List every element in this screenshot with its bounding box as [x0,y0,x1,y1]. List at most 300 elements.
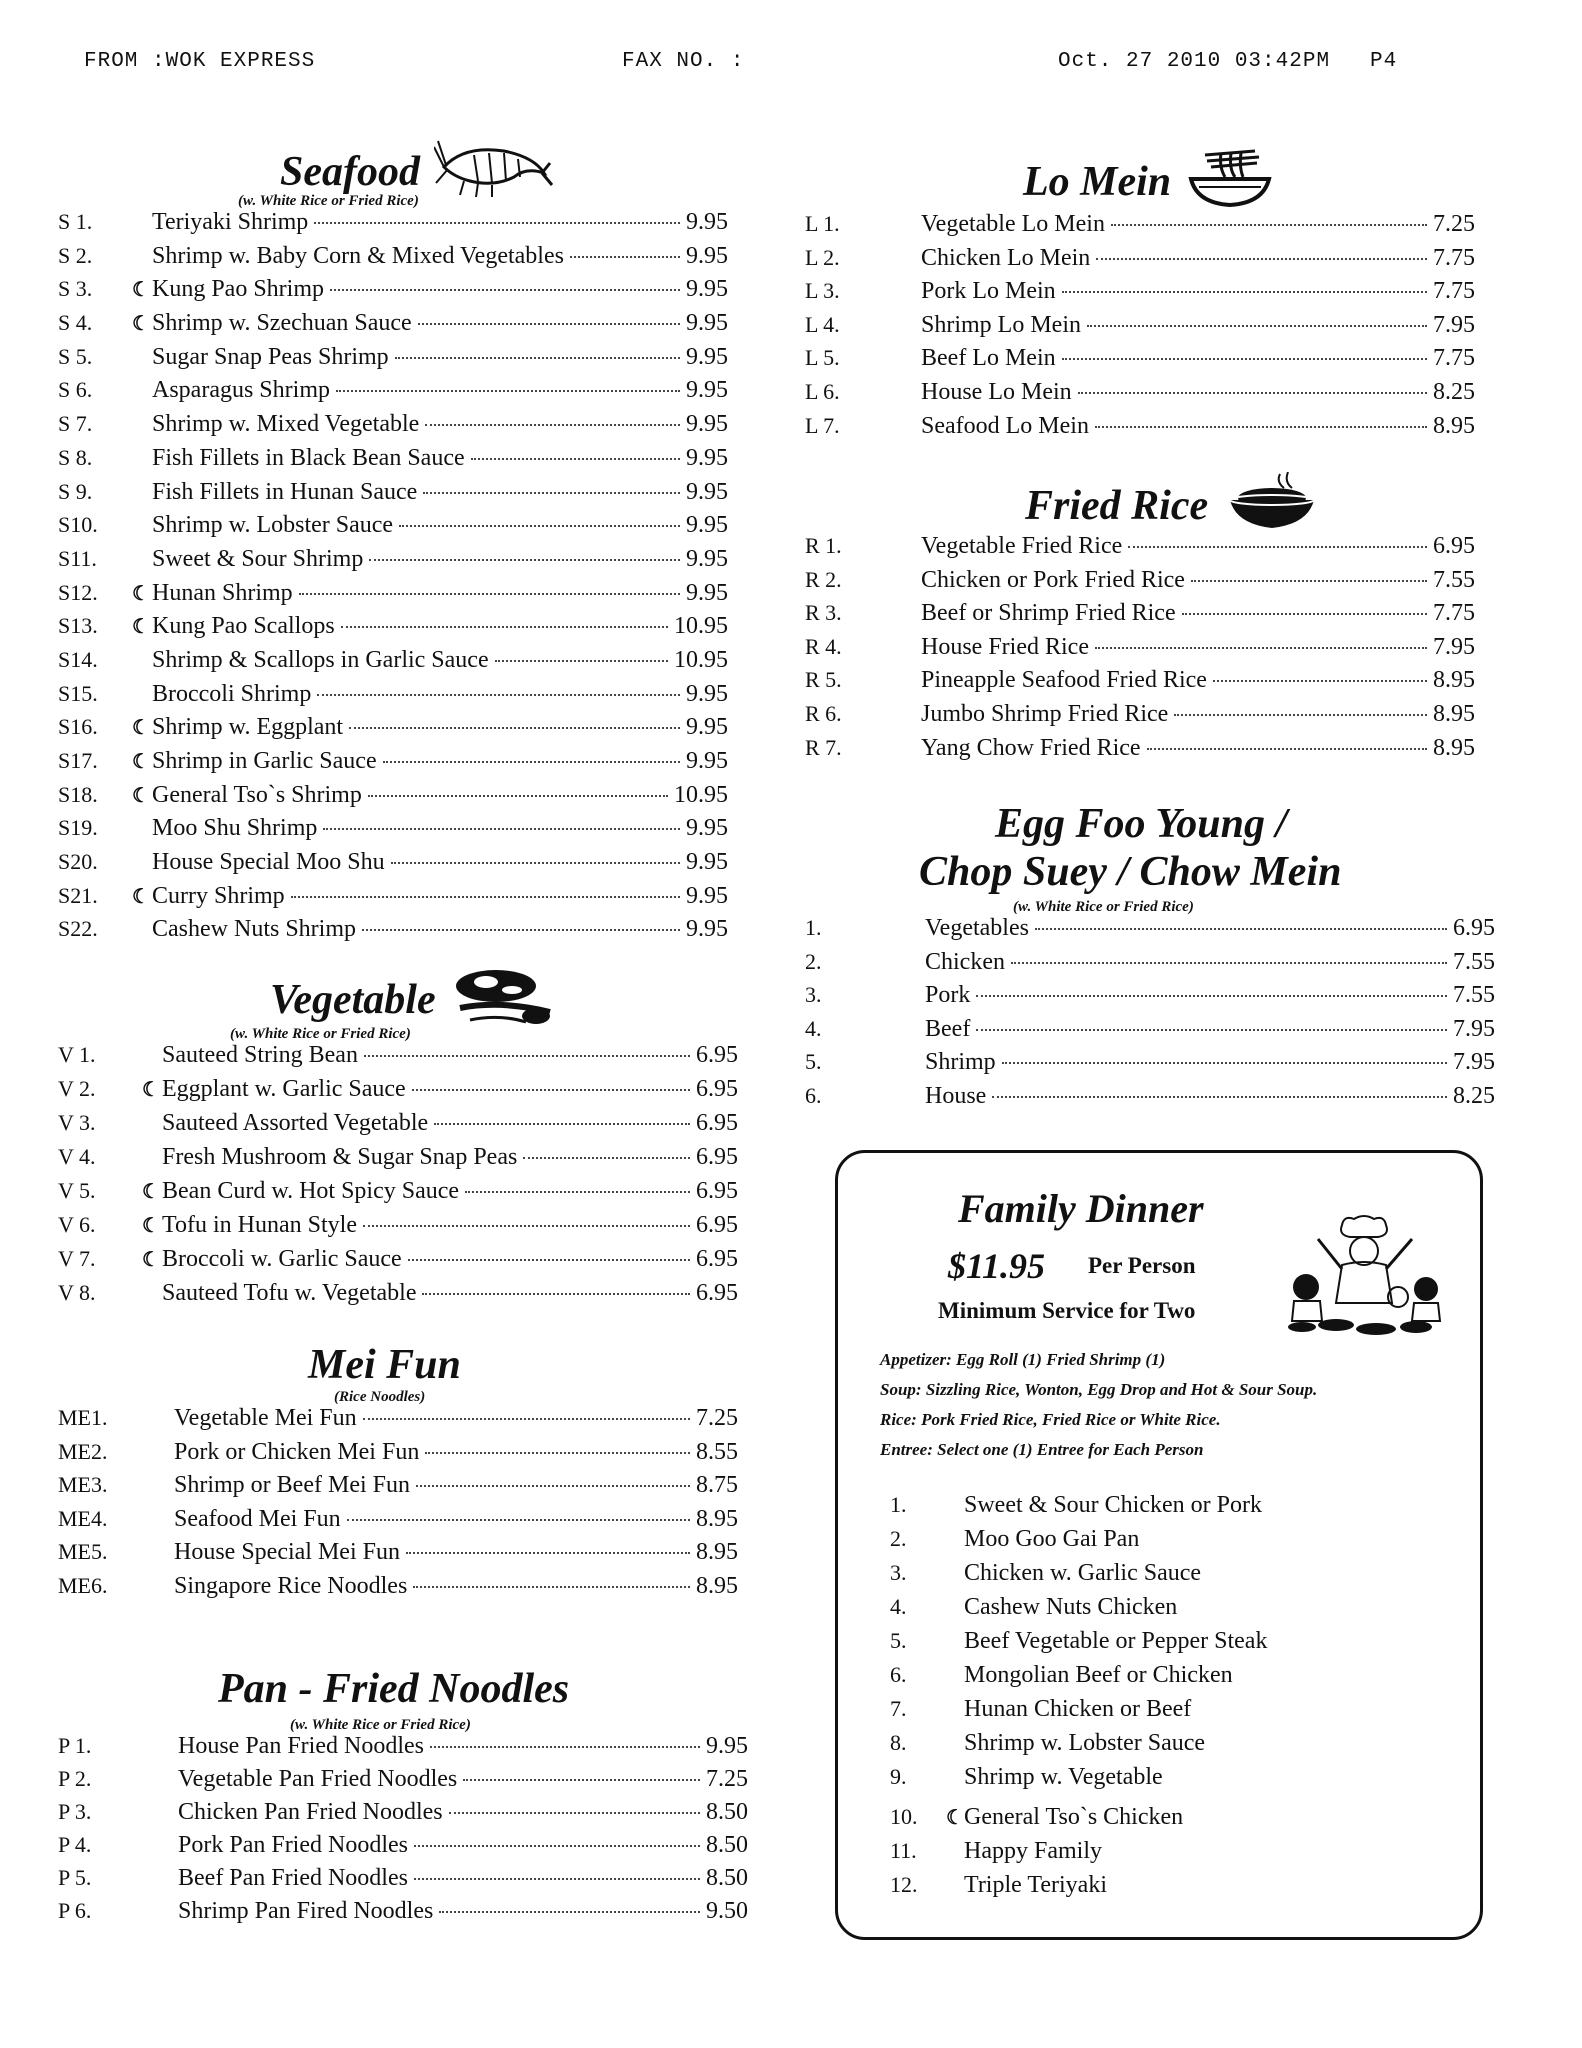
dot-leader [399,525,680,527]
item-price: 9.95 [686,579,728,606]
item-code: R 3. [805,600,842,626]
item-name: Mongolian Beef or Chicken [964,1662,1233,1688]
item-price: 9.95 [686,310,728,337]
item-name: Fish Fillets in Black Bean Sauce [152,444,465,471]
item-code: L 4. [805,311,840,337]
item-code: R 4. [805,633,842,659]
item-name: Hunan Chicken or Beef [964,1696,1192,1722]
item-code: L 5. [805,345,840,371]
seafood-list [58,210,728,951]
item-price: 8.95 [1433,667,1475,694]
seafood-subtitle: (w. White Rice or Fried Rice) [238,193,419,209]
dot-leader [1096,258,1427,260]
item-price: 7.55 [1453,948,1495,975]
item-price: 9.95 [686,714,728,741]
entree-item [890,1629,1450,1663]
item-name: Sauteed Tofu w. Vegetable [162,1280,417,1306]
dot-leader [412,1089,690,1091]
menu-item [58,1440,738,1474]
dot-leader [976,1029,1447,1031]
dot-leader [992,1096,1447,1098]
dot-leader [369,559,680,561]
item-name: Shrimp w. Szechuan Sauce [152,310,412,337]
menu-item [58,345,728,379]
item-price: 9.95 [686,209,728,235]
family-dinner-list [890,1493,1450,1907]
menu-item [58,311,728,345]
item-price: 10.95 [674,646,728,673]
hot-pepper-icon: ☾ [132,784,150,807]
item-name: Sauteed Assorted Vegetable [162,1110,429,1136]
item-price: 10.95 [674,781,728,808]
item-price: 9.95 [686,478,728,505]
menu-item [58,648,728,682]
menu-item [58,244,728,278]
dot-leader [1095,647,1427,649]
fax-header [0,50,1582,84]
item-price: 8.95 [1433,412,1475,439]
lo-mein-section [805,152,1495,447]
dot-leader [299,593,680,595]
dot-leader [1147,748,1427,750]
item-code: S 7. [58,411,93,437]
item-code: ME1. [58,1405,108,1430]
item-name: Vegetable Pan Fried Noodles [178,1766,458,1792]
dot-leader [422,1293,690,1295]
menu-item [805,414,1475,448]
menu-item [805,1017,1495,1051]
item-price: 7.75 [1433,345,1475,372]
item-price: 6.95 [696,1178,738,1204]
dot-leader [1011,962,1447,964]
item-code: R 5. [805,667,842,693]
dot-leader [1078,392,1427,394]
item-price: 8.75 [696,1472,738,1498]
entree-item [890,1561,1450,1595]
item-price: 6.95 [696,1042,738,1068]
item-code: 11. [890,1838,917,1863]
item-code: 2. [890,1526,907,1551]
mei-fun-list [58,1406,738,1607]
hot-pepper-icon: ☾ [142,1249,160,1271]
lo-mein-list [805,212,1495,447]
dot-leader [1035,928,1447,930]
menu-item [58,480,728,514]
dot-leader [430,1746,700,1748]
item-code: 2. [805,948,822,974]
entree-item [890,1493,1450,1527]
mei-fun-section [58,1342,738,1607]
menu-item [58,783,728,817]
item-name: Tofu in Hunan Style [162,1212,357,1238]
item-name: Jumbo Shrimp Fried Rice [921,700,1169,727]
item-code: S 8. [58,444,93,470]
item-code: P 1. [58,1733,92,1758]
vegetable-icon [450,964,560,1036]
item-price: 7.95 [1433,633,1475,660]
dot-leader [1111,224,1427,226]
item-price: 7.25 [706,1766,748,1792]
dot-leader [523,1157,690,1159]
pan-fried-subtitle: (w. White Rice or Fried Rice) [290,1717,471,1733]
dot-leader [495,660,668,662]
family-dinner-box [835,1150,1483,1940]
item-name: Shrimp [925,1049,996,1076]
dot-leader [414,1878,700,1880]
item-name: Sweet & Sour Shrimp [152,545,364,572]
menu-item [58,1213,738,1247]
menu-item [58,1281,738,1315]
dot-leader [425,1452,690,1454]
item-price: 8.95 [696,1539,738,1565]
item-name: Sauteed String Bean [162,1042,358,1068]
item-name: Shrimp & Scallops in Garlic Sauce [152,646,489,673]
menu-item [805,1050,1495,1084]
item-price: 7.75 [1433,600,1475,627]
item-price: 8.95 [1433,700,1475,727]
egg-foo-list [805,916,1495,1118]
item-name: Asparagus Shrimp [152,377,330,404]
item-name: Beef Pan Fried Noodles [178,1865,408,1891]
menu-item [805,279,1475,313]
dot-leader [471,458,680,460]
item-price: 6.95 [696,1076,738,1102]
chef-family-icon [1266,1213,1456,1348]
item-code: S 2. [58,242,93,268]
item-code: P 3. [58,1799,92,1824]
fax-page: P4 [1370,50,1398,73]
hot-pepper-icon: ☾ [132,582,150,605]
menu-item [805,668,1475,702]
item-price: 8.95 [1433,734,1475,761]
item-code: 8. [890,1730,907,1755]
dot-leader [418,323,680,325]
item-code: S13. [58,613,98,639]
item-code: S18. [58,781,98,807]
item-code: P 2. [58,1766,92,1791]
fax-date: Oct. 27 2010 03:42PM [1058,50,1331,73]
dot-leader [330,289,680,291]
dot-leader [323,828,680,830]
item-code: V 1. [58,1042,96,1067]
hot-pepper-icon: ☾ [132,616,150,639]
item-price: 9.95 [686,411,728,438]
item-price: 6.95 [696,1144,738,1170]
dot-leader [414,1845,700,1847]
item-price: 9.95 [686,343,728,370]
shrimp-icon [434,137,554,207]
menu-item [58,277,728,311]
item-code: ME6. [58,1572,108,1598]
item-code: 3. [890,1560,907,1585]
item-name: Broccoli Shrimp [152,680,312,707]
menu-item [58,1767,748,1800]
pan-fried-title: Pan - Fried Noodles [218,1666,570,1712]
menu-item [805,950,1495,984]
menu-item [805,313,1475,347]
item-name: Singapore Rice Noodles [174,1572,408,1599]
item-name: Sweet & Sour Chicken or Pork [964,1492,1262,1518]
rice-bowl-icon [1222,472,1322,540]
menu-item [58,614,728,648]
item-code: 1. [805,915,822,940]
item-price: 9.95 [706,1733,748,1759]
item-name: Happy Family [964,1838,1102,1864]
item-name: Vegetable Lo Mein [921,211,1105,237]
family-dinner-appetizer: Appetizer: Egg Roll (1) Fried Shrimp (1) [880,1350,1166,1369]
egg-foo-subtitle: (w. White Rice or Fried Rice) [1013,899,1194,915]
item-name: Pineapple Seafood Fried Rice [921,667,1207,694]
item-name: House [925,1082,987,1109]
menu-item [58,513,728,547]
item-code: 12. [890,1872,918,1897]
item-code: S 1. [58,209,93,234]
egg-foo-section [805,800,1495,1118]
item-name: Shrimp in Garlic Sauce [152,748,377,774]
item-name: Kung Pao Shrimp [152,276,325,303]
item-name: Shrimp w. Mixed Vegetable [152,411,420,438]
vegetable-subtitle: (w. White Rice or Fried Rice) [230,1026,411,1042]
item-name: Pork [925,982,971,1009]
item-code: V 7. [58,1246,96,1271]
item-price: 8.50 [706,1799,748,1825]
entree-item [890,1839,1450,1873]
dot-leader [363,1418,690,1420]
fried-rice-section [805,478,1495,769]
menu-item [58,884,728,918]
item-name: Chicken Lo Mein [921,244,1091,271]
menu-item [58,581,728,615]
dot-leader [362,929,680,931]
dot-leader [976,995,1447,997]
item-name: Chicken [925,948,1005,975]
entree-item [890,1697,1450,1731]
item-code: 6. [805,1082,822,1108]
item-price: 9.95 [686,377,728,404]
menu-item [58,1800,748,1833]
item-name: House Lo Mein [921,378,1072,405]
vegetable-section [58,975,738,1315]
item-name: Fish Fillets in Hunan Sauce [152,478,418,505]
dot-leader [1087,325,1427,327]
menu-item [805,983,1495,1017]
item-name: Shrimp w. Eggplant [152,714,344,741]
item-code: S12. [58,579,98,605]
menu-item [58,1406,738,1440]
entree-item [890,1731,1450,1765]
dot-leader [1182,613,1427,615]
family-dinner-details [880,1345,1470,1465]
dot-leader [391,862,680,864]
item-price: 7.95 [1453,1015,1495,1042]
item-name: Teriyaki Shrimp [152,209,309,235]
noodle-bowl-icon [1185,147,1275,217]
vegetable-title: Vegetable [58,975,728,1025]
seafood-title: Seafood [58,150,728,194]
menu-item [58,1145,738,1179]
seafood-section [58,150,728,951]
item-price: 7.75 [1433,278,1475,305]
item-code: 3. [805,982,822,1008]
dot-leader [395,357,680,359]
item-code: L 7. [805,412,840,438]
egg-foo-title-1: Egg Foo Young / [995,801,1288,847]
item-price: 9.95 [686,444,728,471]
entree-item [890,1527,1450,1561]
item-price: 6.95 [696,1110,738,1136]
dot-leader [363,1225,690,1227]
menu-item [58,1866,748,1899]
vegetable-list [58,1042,738,1315]
item-code: S21. [58,882,98,908]
item-name: Kung Pao Scallops [152,613,335,640]
item-price: 9.95 [686,680,728,707]
dot-leader [406,1552,690,1554]
item-price: 6.95 [1433,533,1475,559]
item-price: 7.55 [1433,566,1475,593]
item-price: 9.95 [686,849,728,876]
menu-item [58,1111,738,1145]
hot-pepper-icon: ☾ [132,885,150,908]
item-name: Pork Pan Fried Noodles [178,1832,408,1858]
item-name: Shrimp w. Lobster Sauce [152,512,394,539]
item-code: L 2. [805,244,840,270]
family-dinner-title: Family Dinner [958,1186,1204,1231]
menu-item [805,380,1475,414]
dot-leader [314,222,680,224]
item-name: Seafood Mei Fun [174,1505,341,1532]
family-dinner-soup: Soup: Sizzling Rice, Wonton, Egg Drop and Hot & Sour Soup. [880,1380,1318,1399]
hot-pepper-icon: ☾ [132,751,150,773]
item-name: Hunan Shrimp [152,579,293,606]
dot-leader [1002,1062,1447,1064]
item-name: Chicken w. Garlic Sauce [964,1560,1202,1586]
item-code: R 6. [805,700,842,726]
menu-item [58,210,728,244]
hot-pepper-icon: ☾ [132,313,150,336]
item-price: 6.95 [696,1212,738,1238]
item-price: 8.95 [696,1572,738,1599]
item-code: ME5. [58,1539,108,1564]
item-price: 8.25 [1453,1082,1495,1109]
item-name: Moo Shu Shrimp [152,815,318,842]
dot-leader [570,256,680,258]
item-name: Sugar Snap Peas Shrimp [152,343,389,370]
item-code: S19. [58,815,98,841]
item-name: Shrimp or Beef Mei Fun [174,1472,410,1498]
item-name: House Pan Fried Noodles [178,1733,424,1759]
dot-leader [434,1123,690,1125]
item-price: 7.95 [1453,1049,1495,1076]
item-price: 7.55 [1453,982,1495,1009]
item-price: 9.50 [706,1898,748,1924]
item-code: 1. [890,1492,907,1517]
mei-fun-subtitle: (Rice Noodles) [334,1389,426,1405]
dot-leader [439,1911,700,1913]
item-code: R 2. [805,566,842,592]
item-price: 9.95 [686,512,728,539]
menu-item [805,1084,1495,1118]
hot-pepper-icon: ☾ [142,1215,160,1237]
family-dinner-rice: Rice: Pork Fried Rice, Fried Rice or White Rice. [880,1410,1221,1429]
item-name: Curry Shrimp [152,882,285,909]
dot-leader [347,1519,690,1521]
menu-item [58,1473,738,1507]
item-price: 9.95 [686,882,728,909]
item-name: Shrimp Lo Mein [921,311,1081,338]
dot-leader [463,1779,700,1781]
menu-item [805,601,1475,635]
fried-rice-list [805,534,1495,769]
dot-leader [291,896,680,898]
menu-item [805,736,1475,770]
item-price: 7.25 [696,1405,738,1431]
item-code: R 7. [805,734,842,760]
dot-leader [1062,291,1427,293]
menu-item [58,917,728,951]
item-price: 10.95 [674,613,728,640]
item-name: General Tso`s Chicken [964,1804,1184,1830]
item-name: Pork or Chicken Mei Fun [174,1438,420,1465]
item-name: Moo Goo Gai Pan [964,1526,1140,1552]
item-name: Beef Vegetable or Pepper Steak [964,1628,1268,1654]
item-price: 8.50 [706,1832,748,1858]
item-code: P 6. [58,1898,92,1923]
menu-item [805,534,1475,568]
family-dinner-entree: Entree: Select one (1) Entree for Each Person [880,1440,1204,1459]
menu-item [58,1247,738,1281]
item-code: L 6. [805,378,840,404]
dot-leader [1191,580,1427,582]
item-name: Eggplant w. Garlic Sauce [162,1076,406,1102]
item-price: 7.75 [1433,244,1475,271]
dot-leader [1174,714,1427,716]
item-code: 6. [890,1662,907,1687]
item-name: Beef [925,1015,971,1042]
pan-fried-list [58,1734,748,1932]
item-code: V 8. [58,1280,96,1305]
item-code: ME3. [58,1472,108,1497]
hot-pepper-icon: ☾ [142,1079,160,1101]
item-code: 5. [890,1628,907,1653]
item-code: 5. [805,1049,822,1075]
menu-item [58,547,728,581]
menu-item [805,246,1475,280]
fax-from: FROM :WOK EXPRESS [84,50,316,73]
dot-leader [465,1191,690,1193]
item-code: S 5. [58,343,93,369]
fried-rice-title: Fried Rice [805,478,1495,534]
menu-item [58,682,728,716]
item-name: Shrimp w. Baby Corn & Mixed Vegetables [152,242,564,269]
item-name: General Tso`s Shrimp [152,781,362,808]
dot-leader [336,390,680,392]
item-code: V 2. [58,1076,96,1101]
menu-item [58,1734,748,1767]
item-code: 7. [890,1696,907,1721]
item-code: S20. [58,849,98,875]
dot-leader [423,492,680,494]
item-name: Vegetable Fried Rice [921,533,1123,559]
item-price: 9.95 [686,748,728,774]
item-name: Pork Lo Mein [921,278,1056,305]
item-code: S17. [58,748,98,773]
item-name: House Fried Rice [921,633,1089,660]
menu-item [58,1574,738,1608]
item-code: L 1. [805,211,840,236]
item-code: S 4. [58,310,93,336]
dot-leader [1062,358,1427,360]
